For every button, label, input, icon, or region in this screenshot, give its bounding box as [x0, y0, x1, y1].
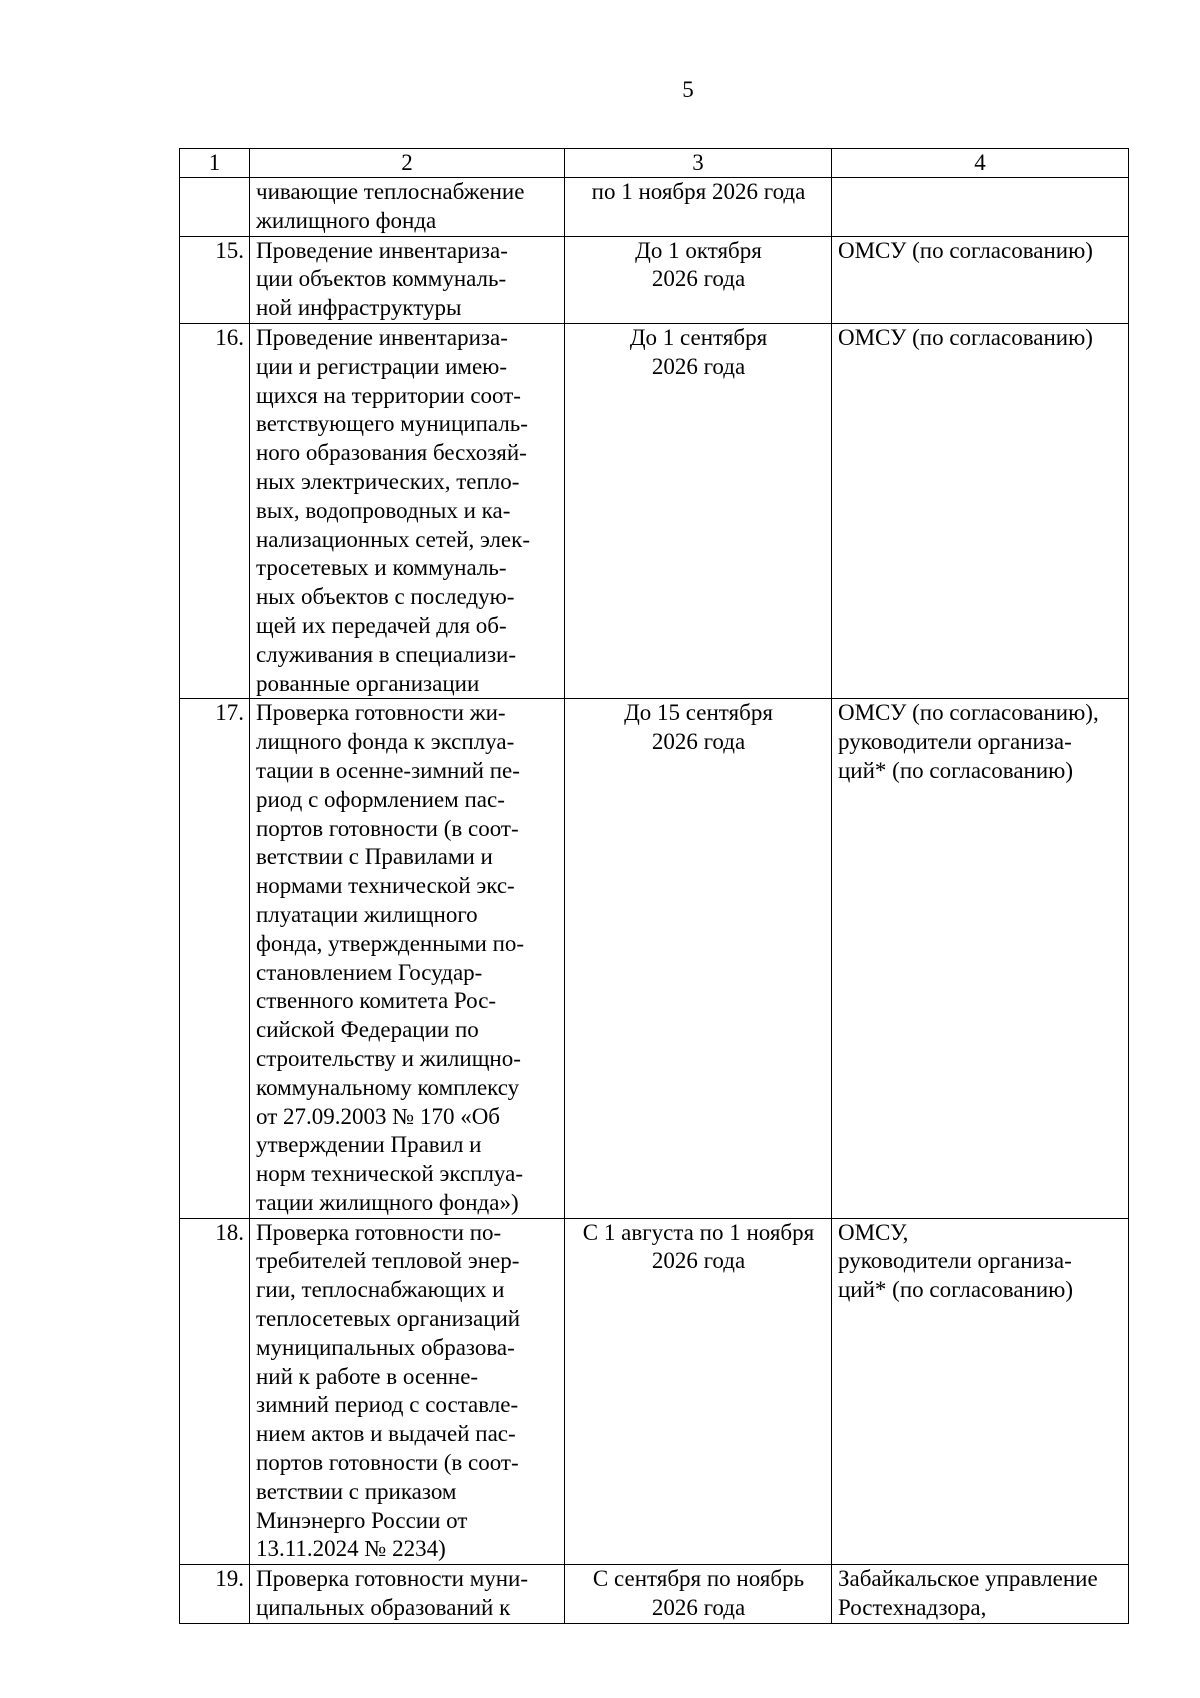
table-row	[180, 236, 1129, 323]
activity-cell: Проведение инвентаризa- ции объектов коммуналь- ной инфраструктуры	[250, 236, 565, 323]
table-row	[180, 699, 1129, 1218]
header-cell-3: 3	[565, 149, 832, 178]
measures-table	[179, 148, 1129, 1624]
header-cell-2: 2	[250, 149, 565, 178]
responsible-cell: ОМСУ (по согласованию)	[832, 236, 1129, 323]
activity-cell: Проверка готовности муни- ципальных образований к	[250, 1565, 565, 1624]
row-number	[180, 178, 250, 237]
row-number: 17.	[180, 699, 250, 1218]
table-row	[180, 1565, 1129, 1624]
table-header-row	[180, 149, 1129, 178]
header-cell-4: 4	[832, 149, 1129, 178]
term-cell: С сентября по ноябрь 2026 года	[565, 1565, 832, 1624]
table-row	[180, 178, 1129, 237]
row-number: 19.	[180, 1565, 250, 1624]
row-number: 15.	[180, 236, 250, 323]
responsible-cell: ОМСУ (по согласованию), руководители организа- ций* (по согласованию)	[832, 699, 1129, 1218]
term-cell: До 1 октября 2026 года	[565, 236, 832, 323]
responsible-cell: ОМСУ (по согласованию)	[832, 323, 1129, 698]
term-cell: С 1 августа по 1 ноября 2026 года	[565, 1218, 832, 1565]
activity-cell: Проверка готовности жи- лищного фонда к эксплуа- тации в осенне-зимний пе- риод с оформлением пас- портов готовности (в соот- ветствии с Правилами и нормами технической экс- плуатации жилищного фонда, утвержденными по- становлением Государ- ственного комитета Рос- сийской Федерации по строительству и жилищно- коммунальному комплексу от 27.09.2003 № 170 «Об утверждении Правил и норм технической эксплуа- тации жилищного фонда»)	[250, 699, 565, 1218]
responsible-cell	[832, 178, 1129, 237]
row-number: 18.	[180, 1218, 250, 1565]
header-cell-1: 1	[180, 149, 250, 178]
term-cell: До 15 сентября 2026 года	[565, 699, 832, 1218]
term-cell: по 1 ноября 2026 года	[565, 178, 832, 237]
term-cell: До 1 сентября 2026 года	[565, 323, 832, 698]
activity-cell: чивающие теплоснабжение жилищного фонда	[250, 178, 565, 237]
table-row	[180, 323, 1129, 698]
table-row	[180, 1218, 1129, 1565]
activity-cell: Проверка готовности по- требителей тепловой энер- гии, теплоснабжающих и теплосетевых организаций муниципальных образова- ний к работе в осенне- зимний период с составле- нием актов и выдачей пас- портов готовности (в соот- ветствии с приказом Минэнерго России от 13.11.2024 № 2234)	[250, 1218, 565, 1565]
responsible-cell: ОМСУ, руководители организа- ций* (по согласованию)	[832, 1218, 1129, 1565]
page-number: 5	[682, 77, 694, 102]
row-number: 16.	[180, 323, 250, 698]
responsible-cell: Забайкальское управление Ростехнадзора,	[832, 1565, 1129, 1624]
activity-cell: Проведение инвентаризa- ции и регистрации имею- щихся на территории соот- ветствующего муниципаль- ного образования бесхозяй- ных электрических, тепло- вых, водопроводных и ка- нализационных сетей, элек- тросетевых и коммуналь- ных объектов с последую- щей их передачей для об- служивания в специализи- рованные организации	[250, 323, 565, 698]
